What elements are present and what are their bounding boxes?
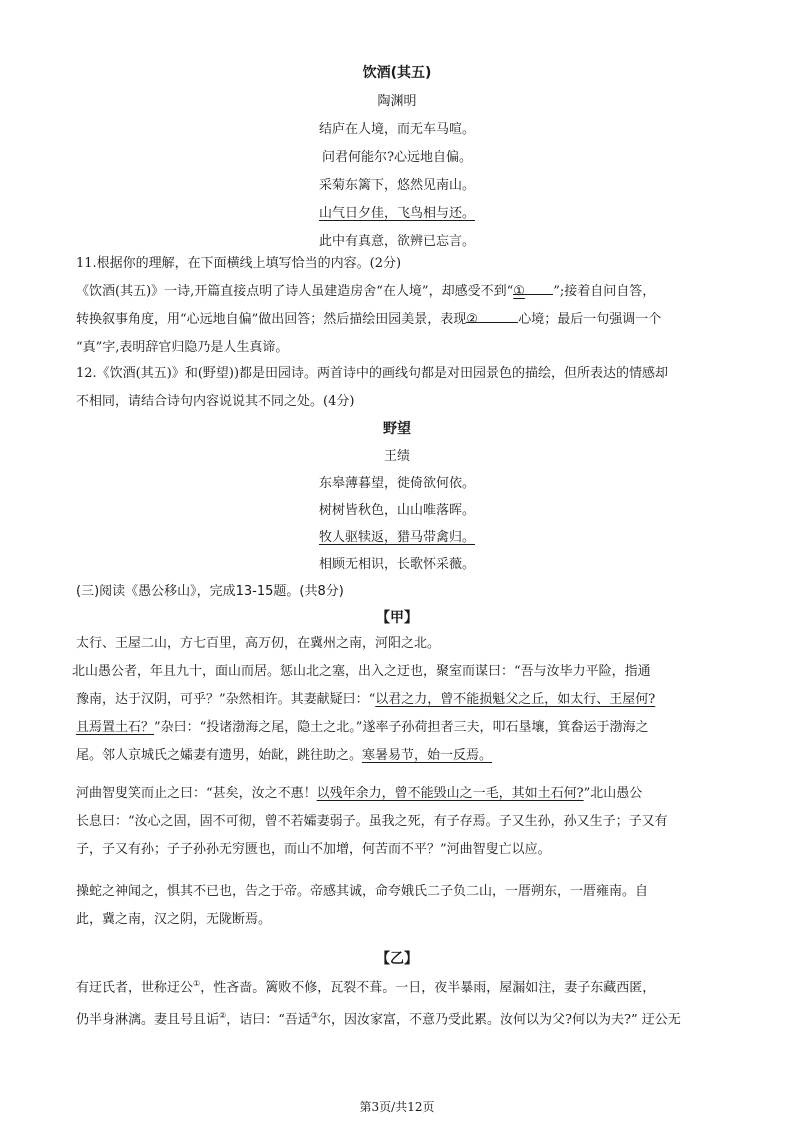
poem1-line-underlined: 山气日夕佳，飞鸟相与还。 bbox=[318, 206, 475, 221]
footnote-marker: ② bbox=[219, 1011, 227, 1021]
footnote-marker: ③ bbox=[310, 1011, 319, 1021]
jia-paragraph-2: 北山愚公者，年且九十，面山而居。惩山北之塞，出入之迂也，聚室而谋曰：“吾与汝毕力平险，指通 豫南，达于汉阴，可乎？”杂然相许。其妻献疑曰：“以君之力，曾不能损魁父之丘，如太行、王屋何? 且焉置土石？”杂曰：“投诸渤海之尾，隐土之北。”遂率子孙荷担者三夫，叩石垦壤，箕畚运于渤海之 尾。邻人京城氏之孀妻有遗男，始龀，跳往助之。寒暑易节，始一反焉。 bbox=[72, 664, 656, 763]
question-11-line1: 《饮酒(其五)》一诗,开篇直接点明了诗人虽建造房舍“在人境”，却感受不到“① ”;接着自问自答， bbox=[76, 278, 726, 306]
question-11 bbox=[76, 250, 726, 362]
jia-paragraph-3: 河曲智叟笑而止之曰：“甚矣，汝之不惠！以残年余力，曾不能毁山之一毛，其如土石何?”北山愚公 长息曰：“汝心之固，固不可彻，曾不若孀妻弱子。虽我之死，有子存焉。子又生孙，孙又生子；子又有 子，子又有孙；子子孙孙无穷匮也，而山不加增，何苦而不平？”河曲智叟亡以应。 bbox=[76, 786, 668, 857]
poem1-line: 结庐在人境，而无车马喧。 bbox=[318, 122, 475, 137]
question-12-line2: 不相同，请结合诗句内容说说其不同之处。(4分) bbox=[76, 394, 355, 409]
jia-label: 【甲】 bbox=[376, 610, 418, 626]
poem1-line: 采菊东篱下，悠然见南山。 bbox=[318, 178, 475, 193]
yi-label: 【乙】 bbox=[376, 951, 418, 967]
poem1-author: 陶渊明 bbox=[377, 94, 417, 109]
jia-paragraph-4: 操蛇之神闻之，惧其不已也，告之于帝。帝感其诚，命夸娥氏二子负二山，一厝朔东，一厝雍南。自 此，冀之南，汉之阴，无陇断焉。 bbox=[76, 884, 649, 927]
poem1-line: 此中有真意，欲辨已忘言。 bbox=[318, 234, 475, 249]
poem2-author: 王绩 bbox=[383, 449, 410, 464]
poem2-line: 东皋薄暮望，徙倚欲何依。 bbox=[318, 476, 475, 491]
answer-blank-1[interactable]: ① bbox=[513, 278, 553, 295]
poem2-line: 树树皆秋色，山山唯落晖。 bbox=[318, 503, 475, 518]
question-12 bbox=[76, 360, 726, 416]
question-12-line1: 12.《饮酒(其五)》和(野望))都是田园诗。两首诗中的画线句都是对田园景色的描绘，但所表达的情感却 bbox=[76, 366, 669, 381]
jia-passage bbox=[72, 630, 726, 770]
page-number-footer: 第3页/共12页 bbox=[359, 1100, 435, 1114]
yi-passage: 有迂氏者，世称迂公①，性吝啬。篱败不修，瓦裂不葺。一日，夜半暴雨，屋漏如注，妻子东藏西匿， 仍半身淋漓。妻且号且诟②，诘曰：“吾适③尔，因汝家富，不意乃受此累。汝何以为父?何以为夫?” 迂公无 bbox=[76, 979, 681, 1028]
question-11-line3: “真”字,表明辞官归隐乃是人生真谛。 bbox=[76, 340, 289, 355]
poem1-title: 饮酒(其五) bbox=[362, 65, 432, 81]
section-3-heading: (三)阅读《愚公移山》，完成13-15题。(共8分) bbox=[76, 584, 344, 599]
footnote-marker: ① bbox=[193, 979, 201, 988]
poem2-title: 野望 bbox=[383, 421, 411, 437]
question-11-line2: 转换叙事角度，用“心远地自偏”做出回答；然后描绘田园美景，表现② 心境；最后一句强调一个 bbox=[76, 306, 726, 334]
jia-paragraph-1: 太行、王屋二山，方七百里，高万仞，在冀州之南，河阳之北。 bbox=[76, 636, 441, 651]
question-11-stem: 11.根据你的理解，在下面横线上填写恰当的内容。(2分) bbox=[76, 256, 402, 271]
poem1-line: 问君何能尔?心远地自偏。 bbox=[322, 150, 472, 165]
answer-blank-2[interactable]: ② bbox=[466, 306, 518, 323]
poem2-line-underlined: 牧人驱犊返，猎马带禽归。 bbox=[318, 530, 475, 545]
poem2-line: 相顾无相识，长歌怀采薇。 bbox=[318, 557, 475, 572]
